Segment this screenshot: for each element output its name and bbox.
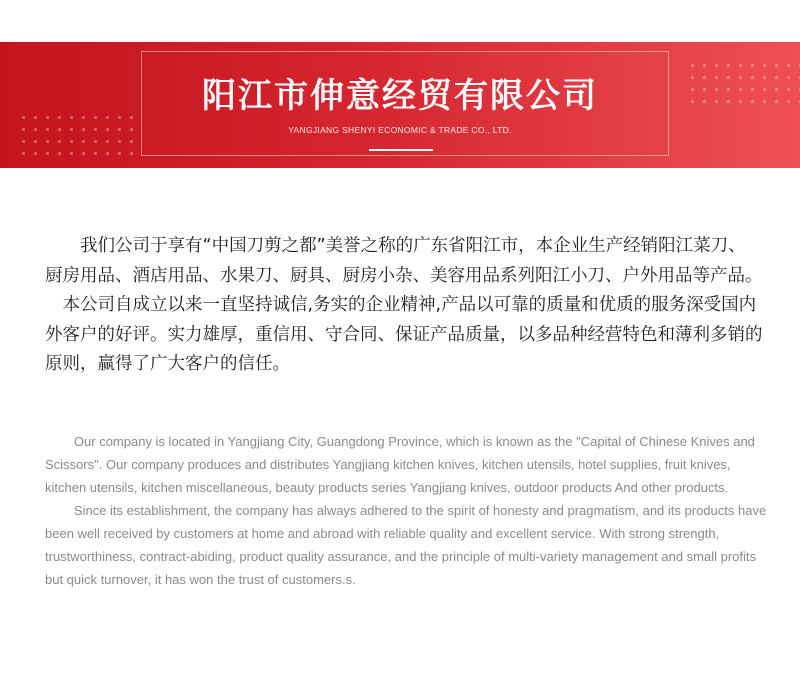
chinese-introduction xyxy=(45,232,763,380)
company-name-title: 阳江市伸意经贸有限公司 xyxy=(202,76,598,116)
chinese-paragraph-2: 本公司自成立以来一直坚持诚信,务实的企业精神,产品以可靠的质量和优质的服务深受国内外客户的好评。实力雄厚，重信用、守合同、保证产品质量，以多品种经营特色和薄利多销的原则，赢得了广大客户的信任。 xyxy=(45,295,763,374)
english-paragraph-1: Our company is located in Yangjiang City, Guangdong Province, which is known as the "Capital of Chinese Knives and Scissors". Our company produces and distributes Yangjiang kitchen knives, kitchen utensils, hotel supplies, fruit knives, kitchen utensils, kitchen miscellaneous, beauty products series Yangjiang knives, outdoor products And other products. xyxy=(45,434,759,495)
english-introduction xyxy=(45,430,770,591)
chinese-paragraph-1: 我们公司于享有“中国刀剪之都”美誉之称的广东省阳江市，本企业生产经销阳江菜刀、厨房用品、酒店用品、水果刀、厨具、厨房小杂、美容用品系列阳江小刀、户外用品等产品。 xyxy=(45,236,763,286)
company-name-english: YANGJIANG SHENYI ECONOMIC & TRADE CO., LTD. xyxy=(288,125,512,135)
english-paragraph-2: Since its establishment, the company has always adhered to the spirit of honesty and pragmatism, and its products have been well received by customers at home and abroad with reliable quality and excellent service. With strong strength, trustworthiness, contract-abiding, product quality assurance, and the principle of multi-variety management and small profits but quick turnover, it has won the trust of customers.s. xyxy=(45,503,770,587)
title-underline xyxy=(369,149,433,151)
decorative-dot-grid-left xyxy=(22,116,136,158)
header-banner xyxy=(0,42,800,168)
